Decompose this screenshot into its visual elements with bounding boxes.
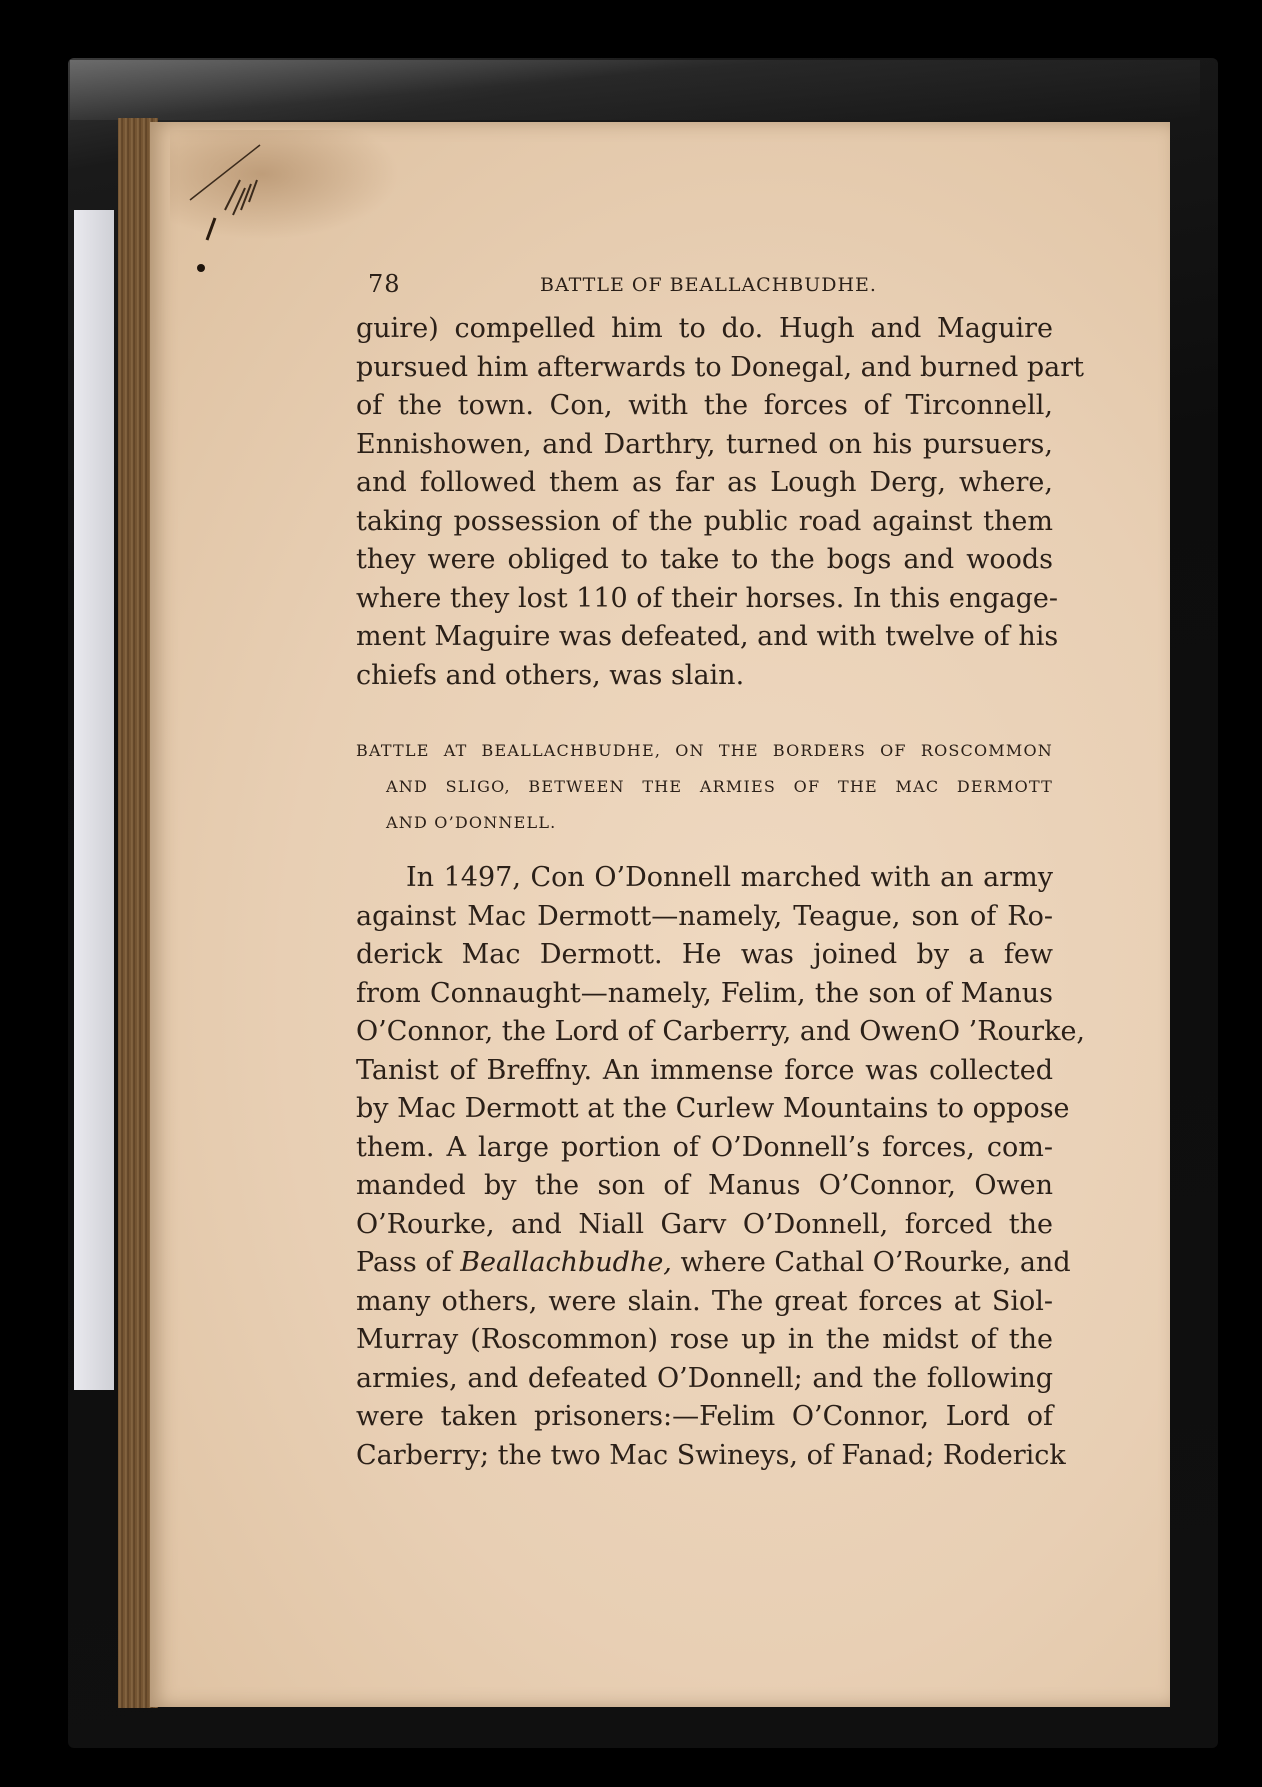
text-line: many others, were slain. The great forces at Siol- xyxy=(356,1285,1053,1317)
sleeve-glare xyxy=(70,60,1200,120)
pencil-marks xyxy=(185,140,305,280)
text-line: manded by the son of Manus O’Connor, Owen xyxy=(356,1170,1053,1201)
text-line: taking possession of the public road against them xyxy=(356,505,1053,537)
pencil-dash xyxy=(207,218,215,240)
running-head-title: BATTLE OF BEALLACHBUDHE. xyxy=(540,274,877,296)
pass-after: where Cathal O’Rourke, and xyxy=(671,1247,1071,1278)
heading-line: AND SLIGO, BETWEEN THE ARMIES OF THE MAC DERMOTT xyxy=(386,777,1053,796)
text-line: chiefs and others, was slain. xyxy=(356,659,745,691)
pencil-scribble xyxy=(225,180,257,215)
text-line: against Mac Dermott—namely, Teague, son of Ro- xyxy=(356,900,1053,932)
text-line: derick Mac Dermott. He was joined by a few xyxy=(356,939,1053,970)
paragraph-1 xyxy=(356,310,1084,695)
heading-line: BATTLE AT BEALLACHBUDHE, ON THE BORDERS OF ROSCOMMON xyxy=(356,741,1053,760)
text-line: were taken prisoners:—Felim O’Connor, Lord of xyxy=(356,1401,1053,1432)
text-line: from Connaught—namely, Felim, the son of Manus xyxy=(356,977,1053,1009)
text-line-pass xyxy=(356,1244,1071,1283)
text-line: guire) compelled him to do. Hugh and Maguire xyxy=(356,313,1053,344)
text-line: where they lost 110 of their horses. In this engage- xyxy=(356,582,1058,614)
text-line: them. A large portion of O’Donnell’s forces, com- xyxy=(356,1131,1053,1163)
paragraph-2 xyxy=(356,859,1085,1475)
text-line: O’Connor, the Lord of Carberry, and OwenO ’Rourke, xyxy=(356,1016,1085,1047)
ink-dot xyxy=(197,264,205,272)
section-heading xyxy=(356,733,1053,841)
pass-place-name: Beallachbudhe, xyxy=(460,1247,672,1278)
text-line: Carberry; the two Mac Swineys, of Fanad; Roderick xyxy=(356,1439,1066,1471)
text-line: Tanist of Breffny. An immense force was collected xyxy=(356,1054,1053,1086)
text-line: by Mac Dermott at the Curlew Mountains to oppose xyxy=(356,1093,1070,1124)
page-text xyxy=(356,270,1085,1475)
running-head xyxy=(356,270,1053,310)
page-number: 78 xyxy=(368,270,401,298)
text-line: Ennishowen, and Darthry, turned on his pursuers, xyxy=(356,428,1053,460)
pass-before: Pass of xyxy=(356,1247,461,1278)
text-line: O’Rourke, and Niall Garv O’Donnell, forced the xyxy=(356,1208,1053,1240)
sleeve-left-edge xyxy=(74,210,114,1390)
text-line: they were obliged to take to the bogs and woods xyxy=(356,544,1053,575)
text-line: pursued him afterwards to Donegal, and burned part xyxy=(356,351,1084,383)
text-line: armies, and defeated O’Donnell; and the following xyxy=(356,1362,1053,1394)
pencil-line xyxy=(190,145,260,200)
text-line: In 1497, Con O’Donnell marched with an army xyxy=(406,862,1053,893)
text-line: and followed them as far as Lough Derg, where, xyxy=(356,467,1053,498)
heading-line: AND O’DONNELL. xyxy=(386,813,557,832)
text-line: Murray (Roscommon) rose up in the midst of the xyxy=(356,1324,1053,1355)
text-line: of the town. Con, with the forces of Tirconnell, xyxy=(356,390,1053,421)
text-line: ment Maguire was defeated, and with twelve of his xyxy=(356,621,1059,652)
